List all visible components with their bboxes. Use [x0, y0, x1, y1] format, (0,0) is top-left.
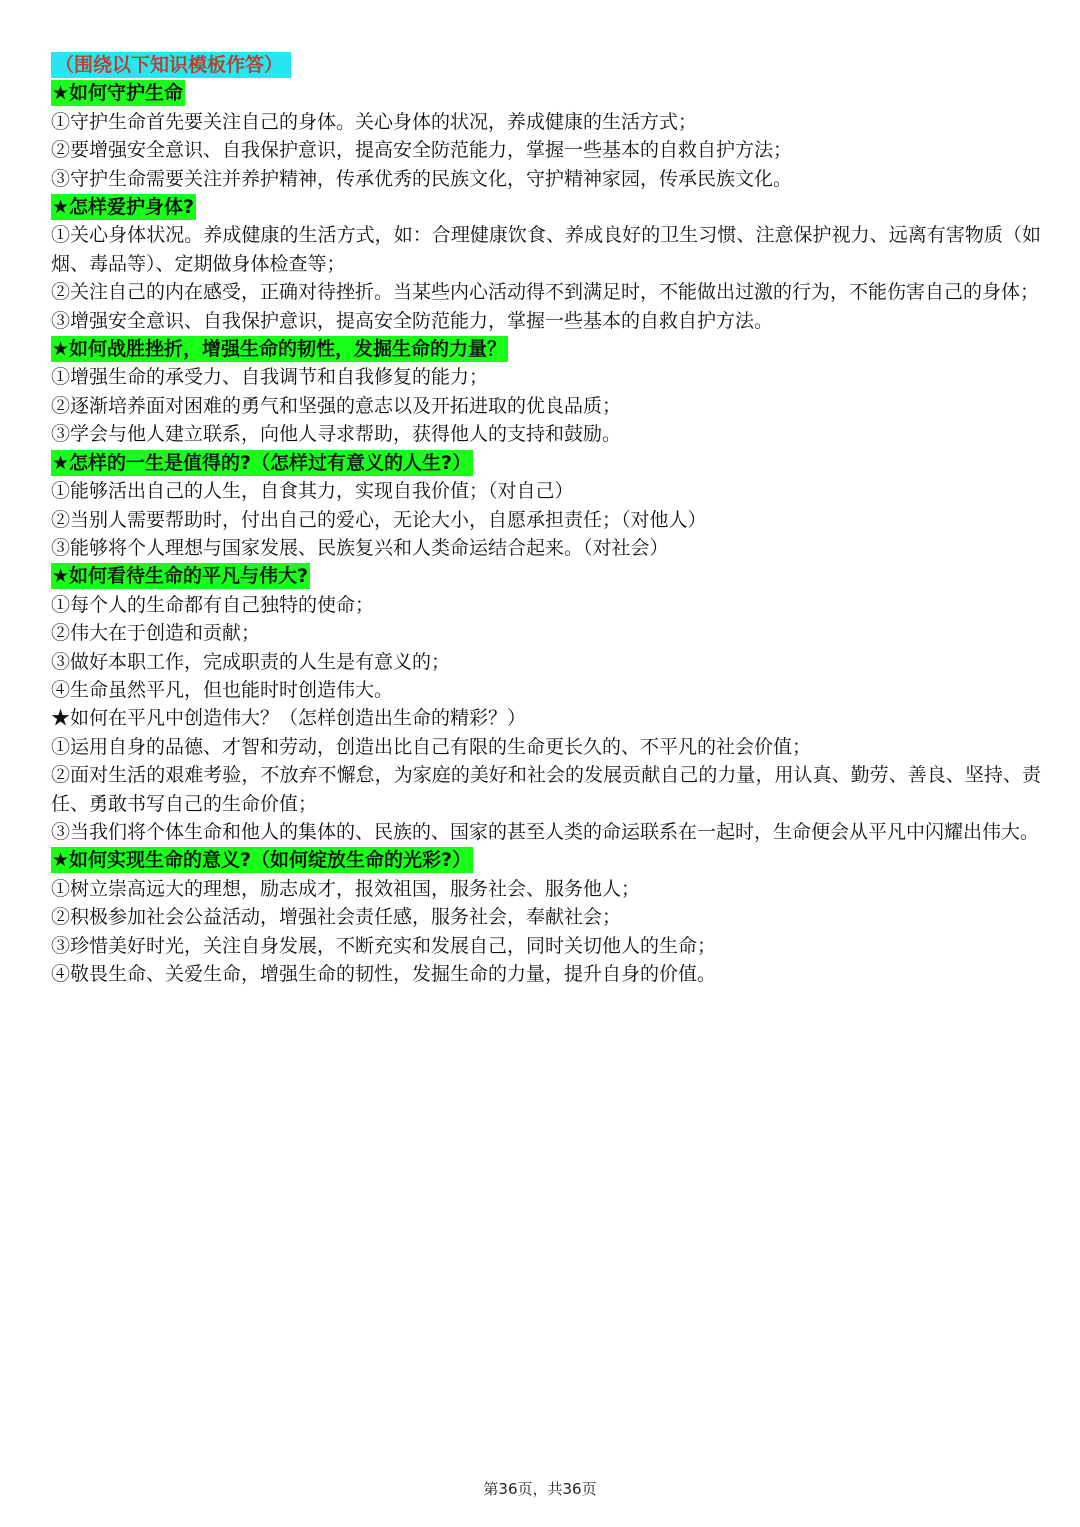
- list-item: ①能够活出自己的人生，自食其力，实现自我价值；（对自己）: [51, 480, 574, 503]
- list-item: ②逐渐培养面对困难的勇气和坚强的意志以及开拓进取的优良品质；: [51, 394, 622, 417]
- list-item: ②当别人需要帮助时，付出自己的爱心，无论大小，自愿承担责任；（对他人）: [51, 508, 707, 531]
- heading-highlight: ★如何实现生命的意义?（如何绽放生命的光彩?）: [52, 849, 472, 872]
- list-item: ①每个人的生命都有自己独特的使命；: [51, 593, 375, 616]
- document-page: [51, 51, 1041, 988]
- heading-highlight: ★如何守护生命: [52, 82, 184, 105]
- list-item: ③学会与他人建立联系，向他人寻求帮助，获得他人的支持和鼓励。: [51, 423, 622, 446]
- list-item: ④生命虽然平凡，但也能时时创造伟大。: [51, 678, 394, 701]
- list-item: ①守护生命首先要关注自己的身体。关心身体的状况，养成健康的生活方式；: [51, 110, 698, 133]
- list-item: ③当我们将个体生命和他人的集体的、民族的、国家的甚至人类的命运联系在一起时，生命便会从平凡中闪耀出伟大。: [51, 820, 1040, 843]
- heading-highlight: ★如何战胜挫折，增强生命的韧性，发掘生命的力量？: [52, 338, 507, 361]
- list-item: ③做好本职工作，完成职责的人生是有意义的；: [51, 650, 451, 673]
- section-heading-meaning-of-life: [51, 846, 1041, 874]
- page-number: 第36页，共36页: [483, 1480, 597, 1498]
- list-item: ①关心身体状况。养成健康的生活方式，如：合理健康饮食、养成良好的卫生习惯、注意保护视力、远离有害物质（如烟、毒品等）、定期做身体检查等；: [51, 224, 1041, 275]
- section-heading-protect-life: [51, 79, 1041, 107]
- heading-highlight: ★怎样的一生是值得的?（怎样过有意义的人生?）: [52, 451, 472, 474]
- section-heading-create-greatness: ★如何在平凡中创造伟大？（怎样创造出生命的精彩？）: [51, 707, 527, 730]
- heading-highlight: ★怎样爱护身体?: [52, 196, 195, 219]
- list-item: ①树立崇高远大的理想，励志成才，报效祖国，服务社会、服务他人；: [51, 877, 641, 900]
- list-item: ③能够将个人理想与国家发展、民族复兴和人类命运结合起来。（对社会）: [51, 536, 669, 559]
- section-heading-worthy-life: [51, 449, 1041, 477]
- intro-line: [51, 51, 1041, 79]
- intro-label: （围绕以下知识模板作答）: [51, 52, 291, 78]
- list-item: ②面对生活的艰难考验，不放弃不懈怠，为家庭的美好和社会的发展贡献自己的力量，用认真、勤劳、善良、坚持、责任、勇敢书写自己的生命价值；: [51, 764, 1041, 815]
- heading-highlight: ★如何看待生命的平凡与伟大?: [52, 565, 309, 588]
- list-item: ②积极参加社会公益活动，增强社会责任感，服务社会，奉献社会；: [51, 906, 622, 929]
- section-heading-overcome-setbacks: [51, 335, 1041, 363]
- list-item: ③增强安全意识、自我保护意识，提高安全防范能力，掌握一些基本的自救自护方法。: [51, 309, 774, 332]
- list-item: ①运用自身的品德、才智和劳动，创造出比自己有限的生命更长久的、不平凡的社会价值；: [51, 735, 812, 758]
- list-item: ②关注自己的内在感受，正确对待挫折。当某些内心活动得不到满足时，不能做出过激的行为，不能伤害自己的身体；: [51, 281, 1040, 304]
- list-item: ②伟大在于创造和贡献；: [51, 622, 261, 645]
- section-heading-care-body: [51, 193, 1041, 221]
- list-item: ①增强生命的承受力、自我调节和自我修复的能力；: [51, 366, 489, 389]
- list-item: ③守护生命需要关注并养护精神，传承优秀的民族文化，守护精神家园，传承民族文化。: [51, 167, 793, 190]
- list-item: ③珍惜美好时光，关注自身发展，不断充实和发展自己，同时关切他人的生命；: [51, 934, 717, 957]
- list-item: ②要增强安全意识、自我保护意识，提高安全防范能力，掌握一些基本的自救自护方法；: [51, 139, 793, 162]
- section-heading-ordinary-and-great: [51, 562, 1041, 590]
- list-item: ④敬畏生命、关爱生命，增强生命的韧性，发掘生命的力量，提升自身的价值。: [51, 963, 717, 985]
